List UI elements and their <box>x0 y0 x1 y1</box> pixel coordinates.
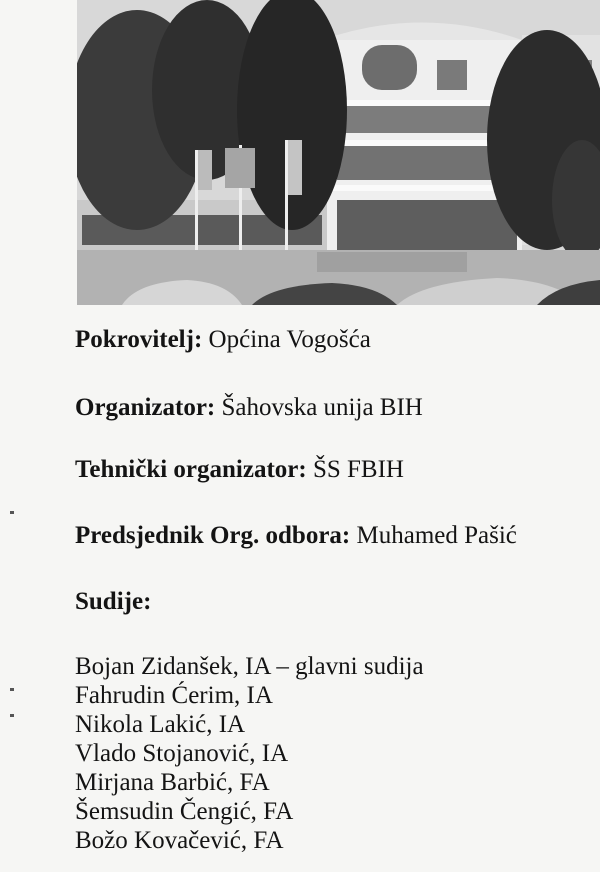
sponsor-value: Općina Vogošća <box>208 326 371 353</box>
sponsor-label: Pokrovitelj: <box>75 326 203 353</box>
committee-president-value: Muhamed Pašić <box>356 522 517 549</box>
organizer-value: Šahovska unija BIH <box>221 394 423 421</box>
organizer-label: Organizator: <box>75 394 216 421</box>
judges-heading: Sudije: <box>75 588 152 615</box>
info-row-committee-president <box>75 521 517 551</box>
technical-organizer-value: ŠS FBIH <box>312 456 404 483</box>
scan-mark <box>10 714 14 717</box>
list-item: Vlado Stojanović, IA <box>75 740 289 767</box>
list-item: Fahrudin Ćerim, IA <box>75 682 273 709</box>
building-photo <box>77 0 600 305</box>
list-item: Božo Kovačević, FA <box>75 827 284 854</box>
info-row-organizer <box>75 393 423 423</box>
list-item: Nikola Lakić, IA <box>75 711 246 738</box>
info-row-sponsor <box>75 325 371 355</box>
committee-president-label: Predsjednik Org. odbora: <box>75 522 351 549</box>
list-item: Šemsudin Čengić, FA <box>75 798 294 825</box>
list-item: Mirjana Barbić, FA <box>75 769 270 796</box>
scan-mark <box>10 688 14 691</box>
list-item: Bojan Zidanšek, IA – glavni sudija <box>75 653 424 680</box>
technical-organizer-label: Tehnički organizator: <box>75 456 307 483</box>
scan-mark <box>10 511 14 514</box>
judges-list <box>75 652 424 855</box>
info-row-technical-organizer <box>75 455 404 485</box>
